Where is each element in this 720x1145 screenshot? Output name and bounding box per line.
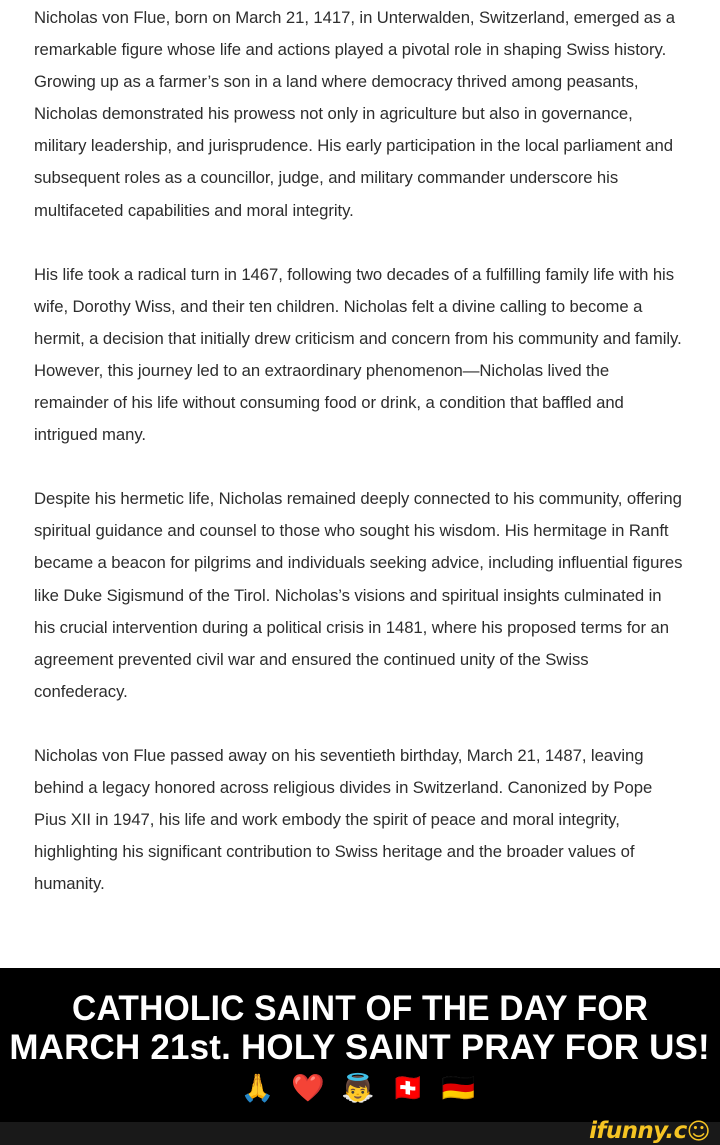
article-paragraph-3: Despite his hermetic life, Nicholas remained deeply connected to his community, offering spiritual guidance and counsel to those who sought his wisdom. His hermitage in Ranft became a beacon for pilgrims and individuals seeking advice, including influential figures like Duke Sigismund of the Tirol. Nicholas’s visions and spiritual insights culminated in his crucial intervention during a political crisis in 1481, where his proposed terms for an agreement prevented civil war and ensured the continued unity of the Swiss confederacy.	[34, 489, 683, 701]
folded-hands-emoji: 🙏	[240, 1073, 279, 1104]
baby-angel-emoji: 👼	[341, 1073, 379, 1104]
caption-line-1: CATHOLIC SAINT OF THE DAY FOR	[71, 989, 649, 1028]
article-paragraph-1: Nicholas von Flue, born on March 21, 1417, in Unterwalden, Switzerland, emerged as a remarkable figure whose life and actions played a pivotal role in shaping Swiss history. Growing up as a farmer’s son in a land where democracy thrived among peasants, Nicholas demonstrated his prowess not only in agriculture but also in governance, military leadership, and jurisprudence. His early participation in the local parliament and subsequent roles as a councillor, judge, and military commander underscore his multifaceted capabilities and moral integrity.	[34, 8, 676, 220]
caption-banner	[0, 968, 720, 1122]
caption-line-2: MARCH 21st. HOLY SAINT PRAY FOR US!	[9, 1027, 711, 1067]
flag-germany-emoji: 🇩🇪	[441, 1073, 480, 1104]
article-paragraph-2: His life took a radical turn in 1467, following two decades of a fulfilling family life with his wife, Dorothy Wiss, and their ten children. Nicholas felt a divine calling to become a hermit, a decision that initially drew criticism and concern from his community and family. However, this journey led to an extraordinary phenomenon—Nicholas lived the remainder of his life without consuming food or drink, a condition that baffled and intrigued many.	[34, 264, 682, 445]
flag-switzerland-emoji: 🇨🇭	[391, 1073, 430, 1104]
footer-bar	[0, 1118, 720, 1145]
red-heart-emoji: ❤️	[290, 1073, 329, 1104]
caption-emoji-row	[241, 1073, 480, 1105]
smiley-icon: ☺	[686, 1119, 710, 1145]
watermark-text: ifunny.c	[589, 1118, 687, 1144]
ifunny-watermark	[589, 1118, 710, 1144]
article-paragraph-4: Nicholas von Flue passed away on his seventieth birthday, March 21, 1487, leaving behind a legacy honored across religious divides in Switzerland. Canonized by Pope Pius XII in 1947, his life and work embody the spirit of peace and moral integrity, highlighting his significant contribution to Swiss heritage and the broader values of humanity.	[34, 745, 653, 894]
